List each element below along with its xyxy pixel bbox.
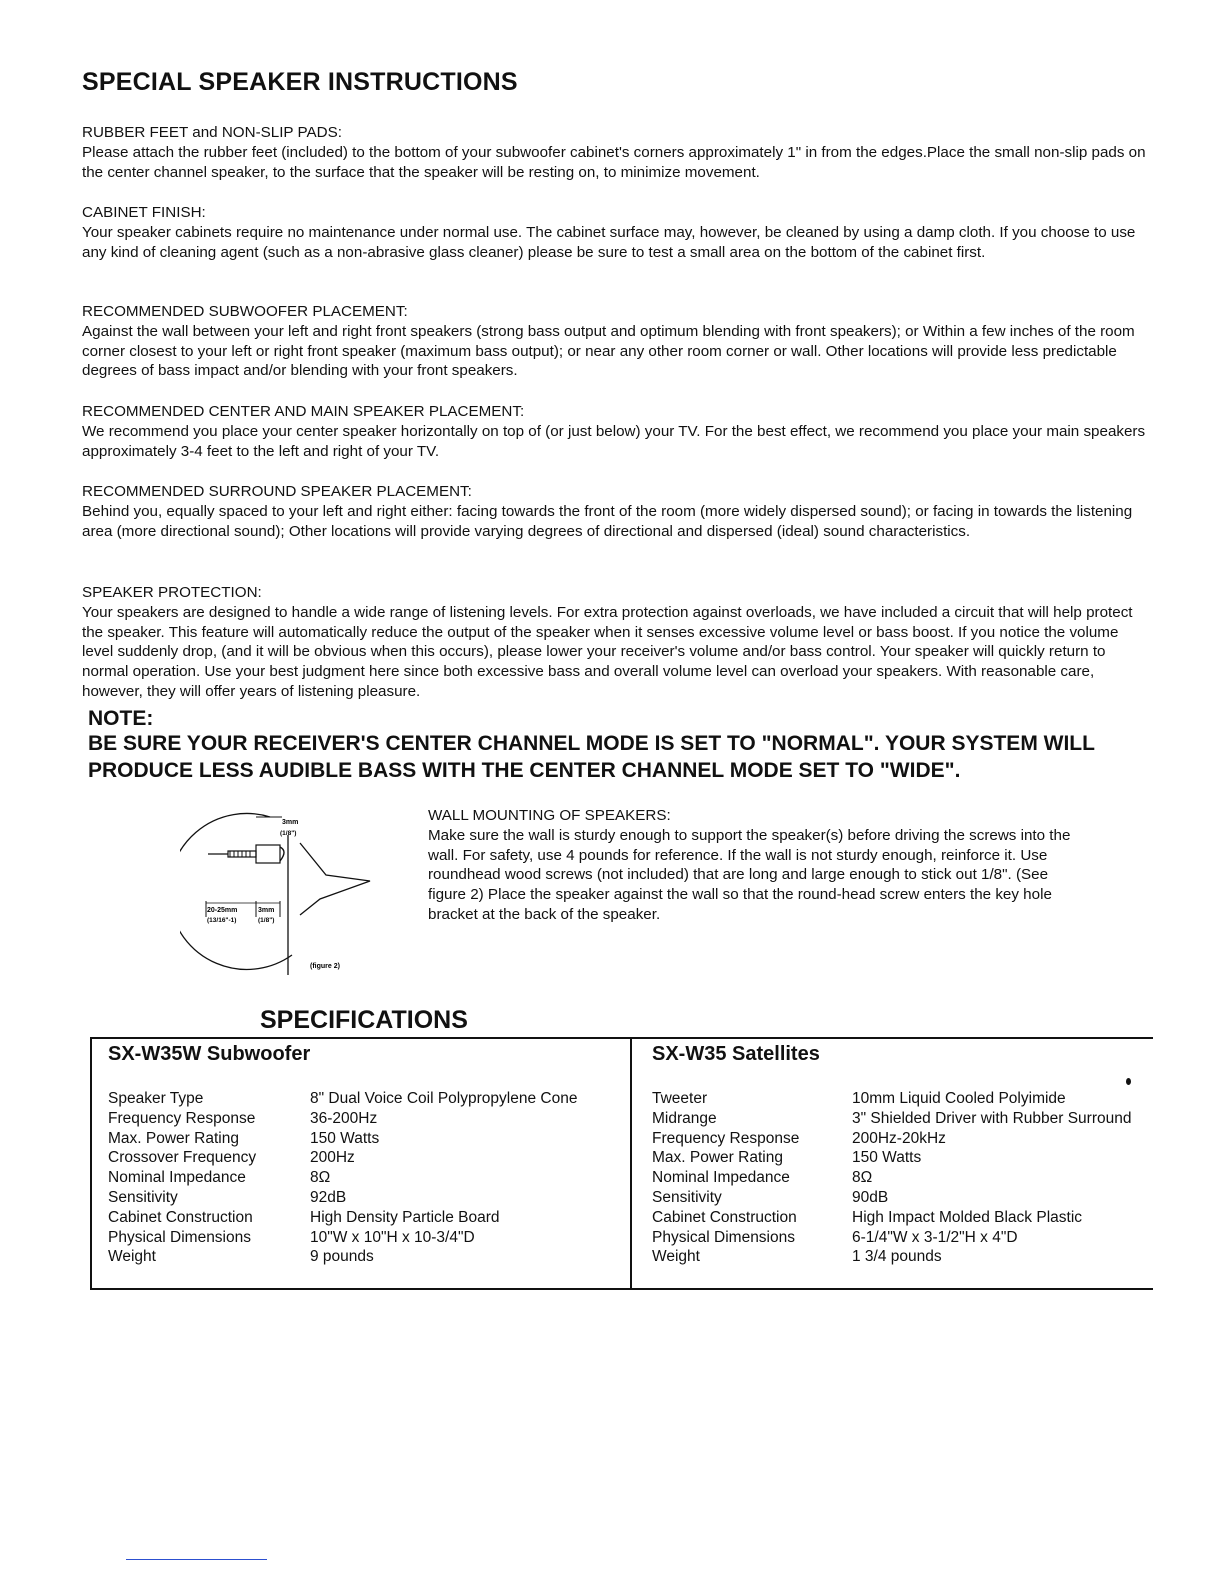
table-row: [652, 1109, 1131, 1129]
spec-key: Nominal Impedance: [652, 1169, 790, 1187]
spec-value: 36-200Hz: [310, 1109, 378, 1127]
spec-value: 10mm Liquid Cooled Polyimide: [852, 1090, 1066, 1107]
table-row: [108, 1129, 577, 1149]
section-cabinet-finish: [82, 203, 1152, 262]
satellites-heading: SX-W35 Satellites: [652, 1043, 820, 1065]
spec-key: Frequency Response: [652, 1129, 800, 1147]
spec-value: 6-1/4"W x 3-1/2"H x 4"D: [852, 1228, 1018, 1246]
spec-value: 150 Watts: [852, 1149, 922, 1167]
table-row: [652, 1129, 1131, 1149]
spec-value: 200Hz: [310, 1149, 355, 1167]
section-subwoofer-placement: [82, 302, 1152, 381]
spec-key: Physical Dimensions: [108, 1228, 251, 1246]
spec-value: 90dB: [852, 1188, 889, 1206]
spec-key: Midrange: [652, 1109, 717, 1127]
table-row: [108, 1148, 577, 1168]
spec-key: Weight: [108, 1248, 156, 1266]
section-rubber-feet: [82, 123, 1152, 182]
table-left-rule: [90, 1037, 92, 1290]
subwoofer-spec-list: [108, 1089, 577, 1267]
spec-key: Nominal Impedance: [108, 1169, 246, 1187]
table-row: [108, 1188, 577, 1208]
specifications-table: [90, 1037, 1153, 1290]
spec-value: 9 pounds: [310, 1248, 374, 1266]
table-row: [652, 1188, 1131, 1208]
section-heading: RECOMMENDED SUBWOOFER PLACEMENT:: [82, 303, 408, 320]
table-divider: [630, 1037, 632, 1290]
section-heading: RECOMMENDED CENTER AND MAIN SPEAKER PLACEMENT:: [82, 403, 525, 420]
table-row: [652, 1228, 1131, 1248]
spec-key: Weight: [652, 1248, 700, 1266]
table-row: [108, 1228, 577, 1248]
section-heading: RECOMMENDED SURROUND SPEAKER PLACEMENT:: [82, 483, 472, 500]
section-body: Your speakers are designed to handle a wide range of listening levels. For extra protection against overloads, we have included a circuit that will help protect the speaker. This feature will automatically reduce the output of the speaker when it senses excessive volume level or bass boost. If you notice the volume level suddenly drop, (and it will be obvious when this occurs), please lower your receiver's volume and/or bass control. Your speaker will quickly return to normal operation. Use your best judgment here since both excessive bass and overall volume level can overload your speakers. With reasonable care, however, they will offer years of listening pleasure.: [82, 603, 1133, 700]
footer-rule: [126, 1559, 267, 1560]
section-center-main-placement: [82, 402, 1152, 461]
section-surround-placement: [82, 482, 1152, 541]
table-row: [108, 1208, 577, 1228]
spec-value: 8" Dual Voice Coil Polypropylene Cone: [310, 1090, 578, 1107]
table-row: [652, 1208, 1131, 1228]
table-bottom-rule: [90, 1288, 1153, 1290]
spec-key: Frequency Response: [108, 1109, 256, 1127]
table-row: [108, 1168, 577, 1188]
table-row: [108, 1089, 577, 1109]
wall-mounting-section: [428, 806, 1088, 925]
spec-value: 8Ω: [310, 1169, 331, 1187]
satellites-spec-list: [652, 1089, 1131, 1267]
spec-value: 10"W x 10"H x 10-3/4"D: [310, 1228, 475, 1246]
spec-value: 8Ω: [852, 1169, 873, 1187]
table-row: [652, 1148, 1131, 1168]
figure-label-right-in: (1/8"): [258, 917, 275, 924]
spec-value: High Impact Molded Black Plastic: [852, 1208, 1083, 1226]
note-block: [88, 708, 1168, 784]
page-title: SPECIAL SPEAKER INSTRUCTIONS: [82, 68, 518, 96]
table-row: [652, 1168, 1131, 1188]
spec-value: 1 3/4 pounds: [852, 1248, 942, 1266]
section-heading: CABINET FINISH:: [82, 204, 206, 221]
section-heading: SPEAKER PROTECTION:: [82, 584, 262, 601]
spec-value: 200Hz-20kHz: [852, 1129, 946, 1147]
figure-label-top-mm: 3mm: [282, 819, 299, 826]
section-body: We recommend you place your center speaker horizontally on top of (or just below) your TV. For the best effect, we recommend you place your main speakers approximately 3-4 feet to the left and right of your TV.: [82, 422, 1146, 460]
section-body: Please attach the rubber feet (included) to the bottom of your subwoofer cabinet's corners approximately 1" in from the edges.Place the small non-slip pads on the center channel speaker, to the surface that the speaker will be resting on, to minimize movement.: [82, 143, 1146, 181]
wall-mounting-heading: WALL MOUNTING OF SPEAKERS:: [428, 807, 671, 824]
note-label: NOTE:: [88, 707, 154, 730]
table-row: [652, 1089, 1131, 1109]
section-body: Your speaker cabinets require no maintenance under normal use. The cabinet surface may, however, be cleaned by using a damp cloth. If you choose to use any kind of cleaning agent (such as a non-abrasive glass cleaner) please be sure to test a small area on the bottom of the cabinet first.: [82, 223, 1136, 261]
spec-key: Cabinet Construction: [108, 1208, 253, 1226]
spec-value: High Density Particle Board: [310, 1208, 500, 1226]
screw-diagram-icon: [180, 805, 380, 975]
scan-speck: [1126, 1078, 1131, 1085]
spec-value: 150 Watts: [310, 1129, 380, 1147]
subwoofer-heading: SX-W35W Subwoofer: [108, 1043, 311, 1065]
spec-key: Sensitivity: [652, 1188, 722, 1206]
spec-key: Physical Dimensions: [652, 1228, 795, 1246]
wall-mounting-body: Make sure the wall is sturdy enough to support the speaker(s) before driving the screws into the wall. For safety, use 4 pounds for reference. If the wall is not sturdy enough, reinforce it. Use roundhead wood screws (not included) that are long and large enough to stick out 1/8". (See figure 2) Place the speaker against the wall so that the round-head screw enters the key hole bracket at the back of the speaker.: [428, 826, 1071, 923]
specifications-title: SPECIFICATIONS: [260, 1006, 468, 1034]
table-row: [108, 1109, 577, 1129]
section-speaker-protection: [82, 583, 1152, 702]
figure-caption: (figure 2): [310, 963, 340, 970]
wall-mount-figure: [180, 805, 380, 975]
spec-value: 3" Shielded Driver with Rubber Surround: [852, 1109, 1132, 1127]
figure-label-left-mm: 20-25mm: [207, 907, 238, 914]
section-body: Behind you, equally spaced to your left and right either: facing towards the front of the room (more widely dispersed sound); or facing in towards the listening area (more directional sound); Other locations will provide varying degrees of directional and dispersed (ideal) sound characteristics.: [82, 502, 1133, 540]
section-heading: RUBBER FEET and NON-SLIP PADS:: [82, 124, 342, 141]
figure-label-top-in: (1/8"): [280, 830, 297, 837]
spec-key: Max. Power Rating: [108, 1129, 239, 1147]
table-row: [108, 1247, 577, 1267]
spec-key: Cabinet Construction: [652, 1208, 797, 1226]
spec-key: Sensitivity: [108, 1188, 178, 1206]
spec-key: Tweeter: [652, 1090, 708, 1107]
table-top-rule: [90, 1037, 1153, 1039]
figure-label-right-mm: 3mm: [258, 907, 275, 914]
table-row: [652, 1247, 1131, 1267]
spec-key: Crossover Frequency: [108, 1149, 257, 1167]
spec-key: Speaker Type: [108, 1090, 204, 1107]
spec-key: Max. Power Rating: [652, 1149, 783, 1167]
spec-value: 92dB: [310, 1188, 347, 1206]
note-text: BE SURE YOUR RECEIVER'S CENTER CHANNEL MODE IS SET TO "NORMAL". YOUR SYSTEM WILL PRODUCE LESS AUDIBLE BASS WITH THE CENTER CHANNEL MODE SET TO "WIDE".: [88, 732, 1095, 782]
section-body: Against the wall between your left and right front speakers (strong bass output and optimum blending with front speakers); or Within a few inches of the room corner closest to your left or right front speaker (maximum bass output); or near any other room corner or wall. Other locations will provide less predictable degrees of bass impact and/or blending with your front speakers.: [82, 322, 1135, 380]
figure-label-left-in: (13/16"-1): [207, 917, 237, 924]
